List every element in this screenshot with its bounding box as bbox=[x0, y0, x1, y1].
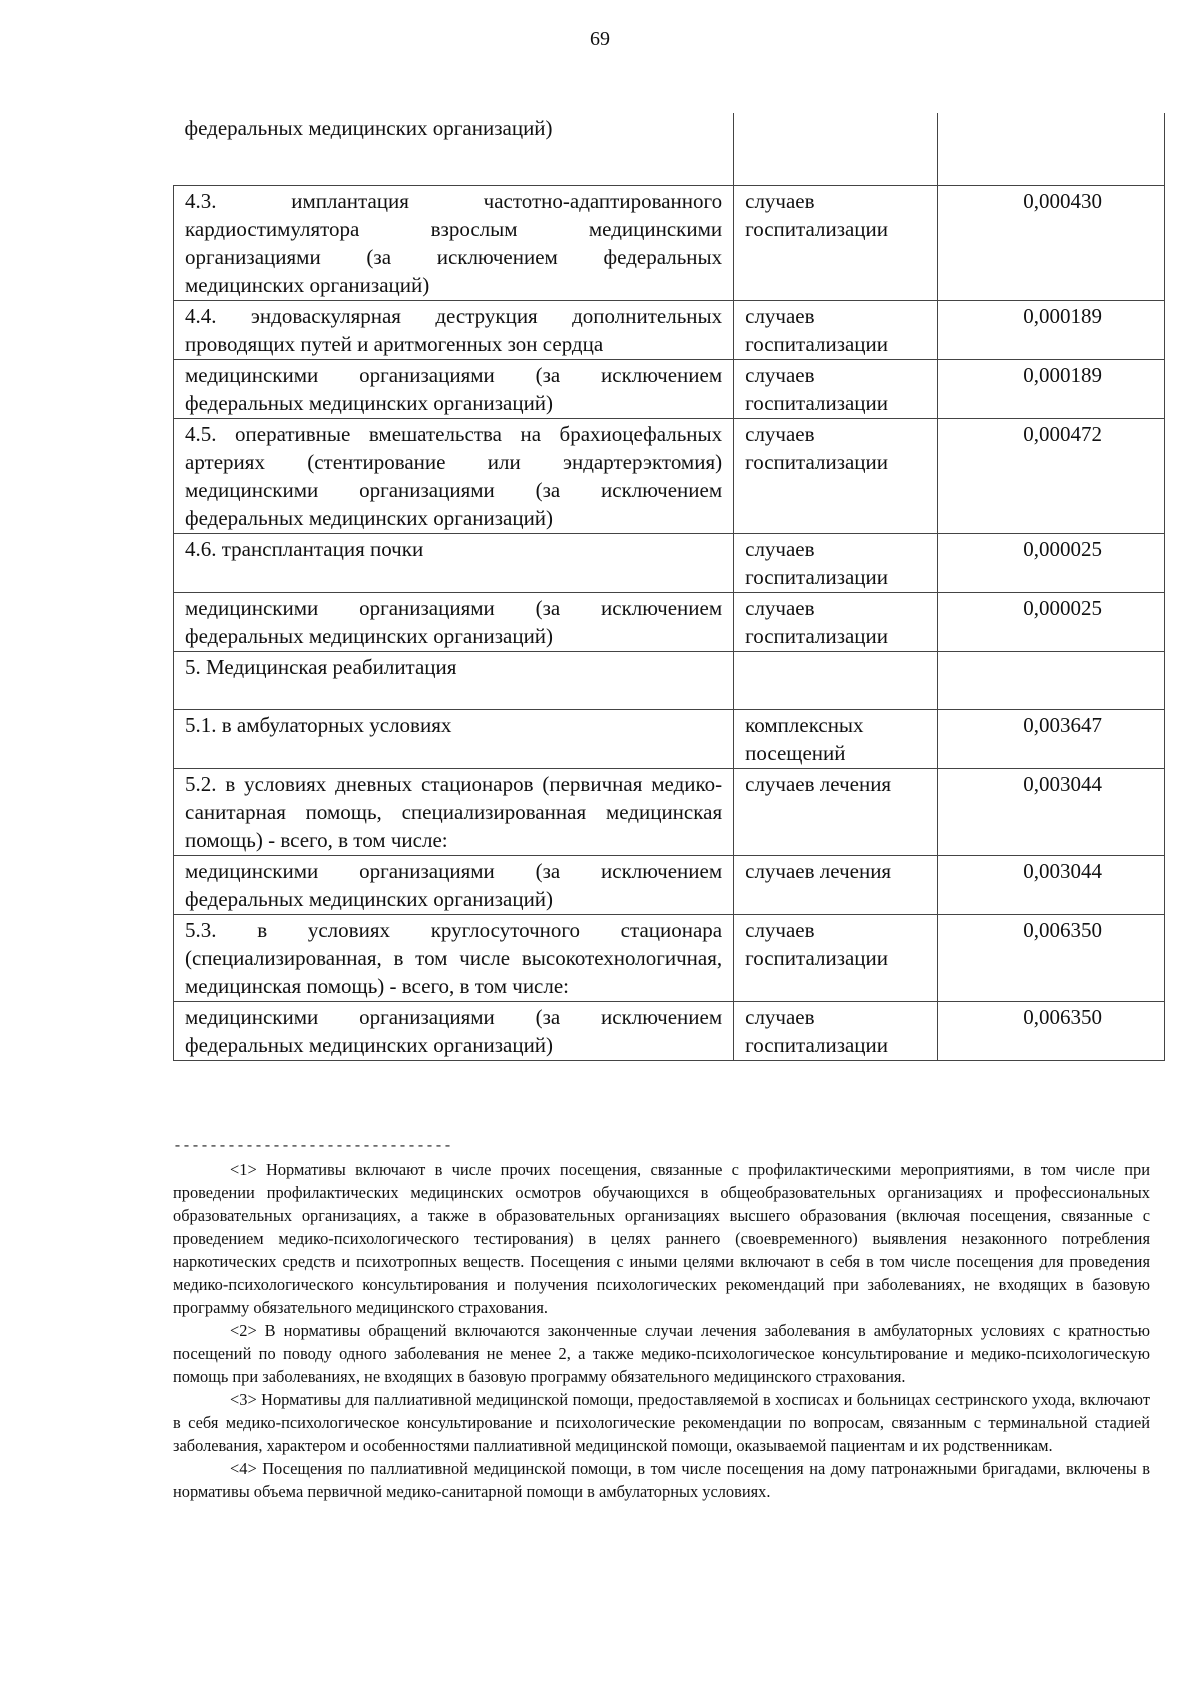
footnote-4: <4> Посещения по паллиативной медицинской помощи, в том числе посещения на дому патронажными бригадами, включены в нормативы объема первичной медико-санитарной помощи в амбулаторных условиях. bbox=[173, 1459, 1150, 1501]
indicator-cell: медицинскими организациями (за исключением федеральных медицинских организаций) bbox=[174, 855, 734, 914]
footnote-1: <1> Нормативы включают в числе прочих посещения, связанные с профилактическими мероприятиями, в том числе при проведении профилактических медицинских осмотров обучающихся в общеобразовательных организациях и профессиональных образовательных организациях, а также в образовательных организациях высшего образования (включая посещения, связанные с проведением медико-психологического тестирования) в целях раннего (своевременного) выявления незаконного потребления наркотических средств и психотропных веществ. Посещения с иными целями включают в себя в том числе посещения для проведения медико-психологического консультирования и получения психологических рекомендаций при заболеваниях, не входящих в базовую программу обязательного медицинского страхования. bbox=[173, 1160, 1150, 1317]
table-row bbox=[174, 768, 1165, 855]
unit-cell: случаев госпитализации bbox=[734, 1001, 938, 1060]
table-row bbox=[174, 359, 1165, 418]
table-row bbox=[174, 533, 1165, 592]
unit-cell bbox=[734, 113, 938, 185]
indicator-cell: 4.6. трансплантация почки bbox=[174, 533, 734, 592]
table-row bbox=[174, 855, 1165, 914]
footnote-2: <2> В нормативы обращений включаются законченные случаи лечения заболевания в амбулаторных условиях с кратностью посещений по поводу одного заболевания не менее 2, а также медико-психологическое консультирование и медико-психологическую помощь при заболеваниях, не входящих в базовую программу обязательного медицинского страхования. bbox=[173, 1321, 1150, 1386]
table-row bbox=[174, 914, 1165, 1001]
indicator-cell: медицинскими организациями (за исключением федеральных медицинских организаций) bbox=[174, 592, 734, 651]
indicator-cell: 5.3. в условиях круглосуточного стационара (специализированная, в том числе высокотехнологичная, медицинская помощь) - всего, в том числе: bbox=[174, 914, 734, 1001]
table-row bbox=[174, 418, 1165, 533]
table-row bbox=[174, 651, 1165, 709]
unit-cell: случаев госпитализации bbox=[734, 592, 938, 651]
indicator-cell: 4.4. эндоваскулярная деструкция дополнительных проводящих путей и аритмогенных зон сердца bbox=[174, 300, 734, 359]
footnote-separator: ------------------------------- bbox=[173, 1138, 453, 1155]
value-cell: 0,000189 bbox=[937, 359, 1164, 418]
value-cell: 0,006350 bbox=[937, 914, 1164, 1001]
indicator-cell: 5. Медицинская реабилитация bbox=[174, 651, 734, 709]
unit-cell: случаев госпитализации bbox=[734, 359, 938, 418]
indicator-cell: 4.5. оперативные вмешательства на брахиоцефальных артериях (стентирование или эндартерэктомия) медицинскими организациями (за исключением федеральных медицинских организаций) bbox=[174, 418, 734, 533]
unit-cell: случаев госпитализации bbox=[734, 914, 938, 1001]
footnotes bbox=[173, 1158, 1150, 1503]
value-cell: 0,000189 bbox=[937, 300, 1164, 359]
value-cell: 0,000430 bbox=[937, 185, 1164, 300]
footnote-3: <3> Нормативы для паллиативной медицинской помощи, предоставляемой в хосписах и больницах сестринского ухода, включают в себя медико-психологическое консультирование и психологические рекомендации по вопросам, связанным с терминальной стадией заболевания, характером и особенностями паллиативной медицинской помощи, оказываемой пациентам и их родственникам. bbox=[173, 1390, 1150, 1455]
value-cell bbox=[937, 113, 1164, 185]
table-row bbox=[174, 592, 1165, 651]
indicator-cell: медицинскими организациями (за исключением федеральных медицинских организаций) bbox=[174, 1001, 734, 1060]
unit-cell: случаев госпитализации bbox=[734, 418, 938, 533]
table-row bbox=[174, 1001, 1165, 1060]
table-row bbox=[174, 709, 1165, 768]
unit-cell bbox=[734, 651, 938, 709]
value-cell bbox=[937, 651, 1164, 709]
unit-cell: комплексных посещений bbox=[734, 709, 938, 768]
unit-cell: случаев госпитализации bbox=[734, 300, 938, 359]
unit-cell: случаев госпитализации bbox=[734, 185, 938, 300]
norms-table bbox=[173, 113, 1165, 1061]
table-row bbox=[174, 300, 1165, 359]
unit-cell: случаев госпитализации bbox=[734, 533, 938, 592]
indicator-cell: 4.3. имплантация частотно-адаптированного кардиостимулятора взрослым медицинскими организациями (за исключением федеральных медицинских организаций) bbox=[174, 185, 734, 300]
value-cell: 0,000025 bbox=[937, 592, 1164, 651]
indicator-cell: федеральных медицинских организаций) bbox=[174, 113, 734, 185]
unit-cell: случаев лечения bbox=[734, 768, 938, 855]
table-row bbox=[174, 185, 1165, 300]
table-row bbox=[174, 113, 1165, 185]
indicator-cell: 5.2. в условиях дневных стационаров (первичная медико-санитарная помощь, специализированная медицинская помощь) - всего, в том числе: bbox=[174, 768, 734, 855]
value-cell: 0,000472 bbox=[937, 418, 1164, 533]
page-number: 69 bbox=[590, 28, 610, 50]
norms-table-body bbox=[174, 113, 1165, 1060]
unit-cell: случаев лечения bbox=[734, 855, 938, 914]
value-cell: 0,003647 bbox=[937, 709, 1164, 768]
indicator-cell: медицинскими организациями (за исключением федеральных медицинских организаций) bbox=[174, 359, 734, 418]
indicator-cell: 5.1. в амбулаторных условиях bbox=[174, 709, 734, 768]
value-cell: 0,003044 bbox=[937, 855, 1164, 914]
value-cell: 0,006350 bbox=[937, 1001, 1164, 1060]
value-cell: 0,000025 bbox=[937, 533, 1164, 592]
value-cell: 0,003044 bbox=[937, 768, 1164, 855]
